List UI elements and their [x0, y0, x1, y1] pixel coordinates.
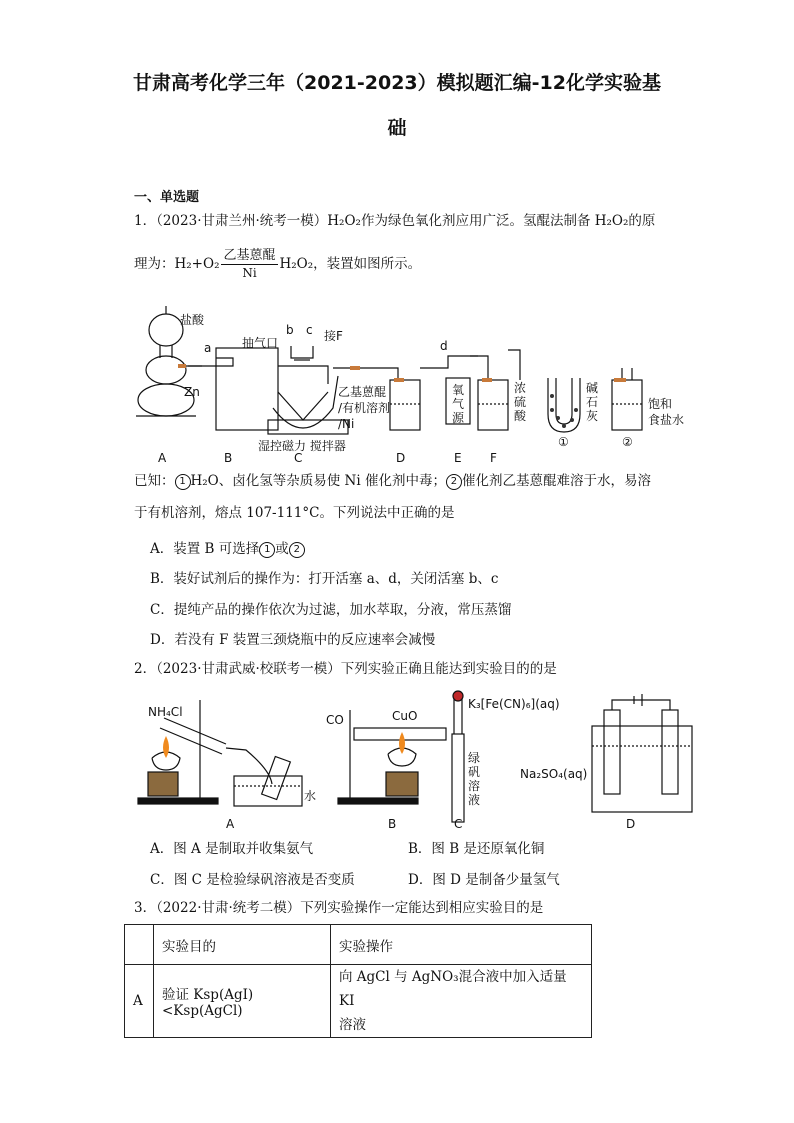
label-d: D	[626, 817, 636, 831]
label-device-2: ②	[622, 435, 633, 449]
table-row	[125, 965, 592, 1038]
label-reagent-1: 乙基蒽醌	[338, 385, 387, 399]
q1-apparatus-figure	[128, 300, 698, 470]
label-b: B	[224, 451, 233, 465]
label-stirrer: 湿控磁力 搅拌器	[258, 439, 346, 453]
row-label: A	[125, 965, 154, 1038]
q1-option-a-mid: 或	[275, 541, 289, 557]
label-lime-3: 灰	[586, 409, 599, 423]
row-operation-line-2: 溶液	[339, 1017, 366, 1033]
q1-catalyst-bottom: Ni	[242, 266, 257, 280]
q1-stem-line-2	[134, 246, 421, 282]
label-na2so4: Na₂SO₄(aq)	[520, 767, 588, 781]
label-device-1: ①	[558, 435, 569, 449]
label-f: F	[490, 451, 497, 465]
label-lime-1: 碱	[586, 381, 599, 395]
q1-known-post: 催化剂乙基蒽醌难溶于水，易溶	[461, 473, 651, 489]
label-vitriol-1: 绿	[468, 751, 481, 765]
circle-2: 2	[289, 542, 305, 558]
label-acid-3: 酸	[514, 409, 527, 423]
q2-stem: 2．（2023·甘肃武威·校联考一模）下列实验正确且能达到实验目的的是	[134, 661, 557, 677]
label-reagent-2: /有机溶剂	[338, 401, 391, 415]
q1-option-a-pre: A．装置 B 可选择	[150, 541, 260, 557]
q3-stem: 3．（2022·甘肃·统考二模）下列实验操作一定能达到相应实验目的是	[134, 900, 544, 916]
label-brine-2: 食盐水	[648, 413, 685, 427]
page-title-line-2: 础	[387, 117, 407, 139]
row-operation	[331, 965, 592, 1038]
q3-table	[124, 924, 592, 1038]
q1-option-b: B．装好试剂后的操作为：打开活塞 a、d，关闭活塞 b、c	[150, 571, 499, 587]
table-header-row	[125, 925, 592, 965]
q1-catalyst-top: 乙基蒽醌	[223, 248, 276, 263]
label-b: B	[388, 817, 397, 831]
q1-known-line-2: 于有机溶剂，熔点 107-111°C。下列说法中正确的是	[134, 505, 455, 521]
q1-option-c: C．提纯产品的操作依次为过滤，加水萃取，分液，常压蒸馏	[150, 602, 512, 618]
label-valve-d: d	[440, 339, 448, 353]
label-o2-1: 氧	[452, 383, 465, 397]
label-vitriol-2: 矾	[468, 765, 481, 779]
header-cell-label	[125, 925, 154, 965]
q1-stem-pre: 理为：H₂+O₂	[134, 256, 220, 272]
q1-stem-post: H₂O₂，装置如图所示。	[279, 256, 422, 272]
q1-known-pre: 已知：	[134, 473, 175, 489]
circle-2: 2	[446, 474, 462, 490]
label-nh4cl: NH₄Cl	[148, 705, 183, 719]
q2-option-c: C．图 C 是检验绿矾溶液是否变质	[150, 872, 355, 888]
label-o2-3: 源	[452, 411, 465, 425]
label-c: C	[454, 817, 463, 831]
header-cell-operation: 实验操作	[331, 925, 592, 965]
label-k3fecn6: K₃[Fe(CN)₆](aq)	[468, 697, 560, 711]
page-title-line-1: 甘肃高考化学三年（2021-2023）模拟题汇编-12化学实验基	[133, 72, 661, 94]
q1-stem-line-1: 1．（2023·甘肃兰州·统考一模）H₂O₂作为绿色氧化剂应用广泛。氢醌法制备 H₂O₂的原	[134, 213, 656, 229]
label-valve-b: b	[286, 323, 294, 337]
label-lime-2: 石	[586, 395, 599, 409]
label-d: D	[396, 451, 406, 465]
row-operation-line-1: 向 AgCl 与 AgNO₃混合液中加入适量 KI	[339, 969, 567, 1009]
label-hcl: 盐酸	[180, 313, 205, 327]
label-zn: Zn	[184, 385, 200, 399]
header-cell-purpose: 实验目的	[154, 925, 331, 965]
row-purpose: 验证 Ksp(AgI)<Ksp(AgCl)	[154, 965, 331, 1038]
circle-1: 1	[175, 474, 191, 490]
label-a: A	[226, 817, 235, 831]
q1-option-a	[150, 537, 305, 558]
label-water: 水	[304, 789, 317, 803]
label-c: C	[294, 451, 303, 465]
section-heading: 一、单选题	[134, 190, 200, 205]
label-acid-1: 浓	[514, 381, 527, 395]
q2-option-a: A．图 A 是制取并收集氨气	[150, 841, 314, 857]
q2-option-b: B．图 B 是还原氧化铜	[408, 841, 545, 857]
label-a: A	[158, 451, 167, 465]
q2-option-d: D．图 D 是制备少量氢气	[408, 872, 560, 888]
q1-known-line-1	[134, 472, 651, 490]
label-reagent-3: /Ni	[338, 417, 355, 431]
q2-apparatus-figure	[130, 690, 700, 832]
label-acid-2: 硫	[514, 395, 527, 409]
q1-condition	[221, 248, 277, 281]
circle-1: 1	[259, 542, 275, 558]
label-to-f: 接F	[324, 329, 343, 343]
label-suction: 抽气口	[242, 336, 279, 350]
label-valve-c: c	[306, 323, 313, 337]
label-cuo: CuO	[392, 709, 418, 723]
label-brine-1: 饱和	[648, 397, 673, 411]
q1-known-mid: H₂O、卤化氢等杂质易使 Ni 催化剂中毒；	[190, 473, 446, 489]
label-vitriol-3: 溶	[468, 779, 481, 793]
label-vitriol-4: 液	[468, 793, 481, 807]
label-o2-2: 气	[452, 397, 465, 411]
label-e: E	[454, 451, 462, 465]
label-co: CO	[326, 713, 344, 727]
label-valve-a: a	[204, 341, 212, 355]
q1-option-d: D．若没有 F 装置三颈烧瓶中的反应速率会减慢	[150, 632, 436, 648]
